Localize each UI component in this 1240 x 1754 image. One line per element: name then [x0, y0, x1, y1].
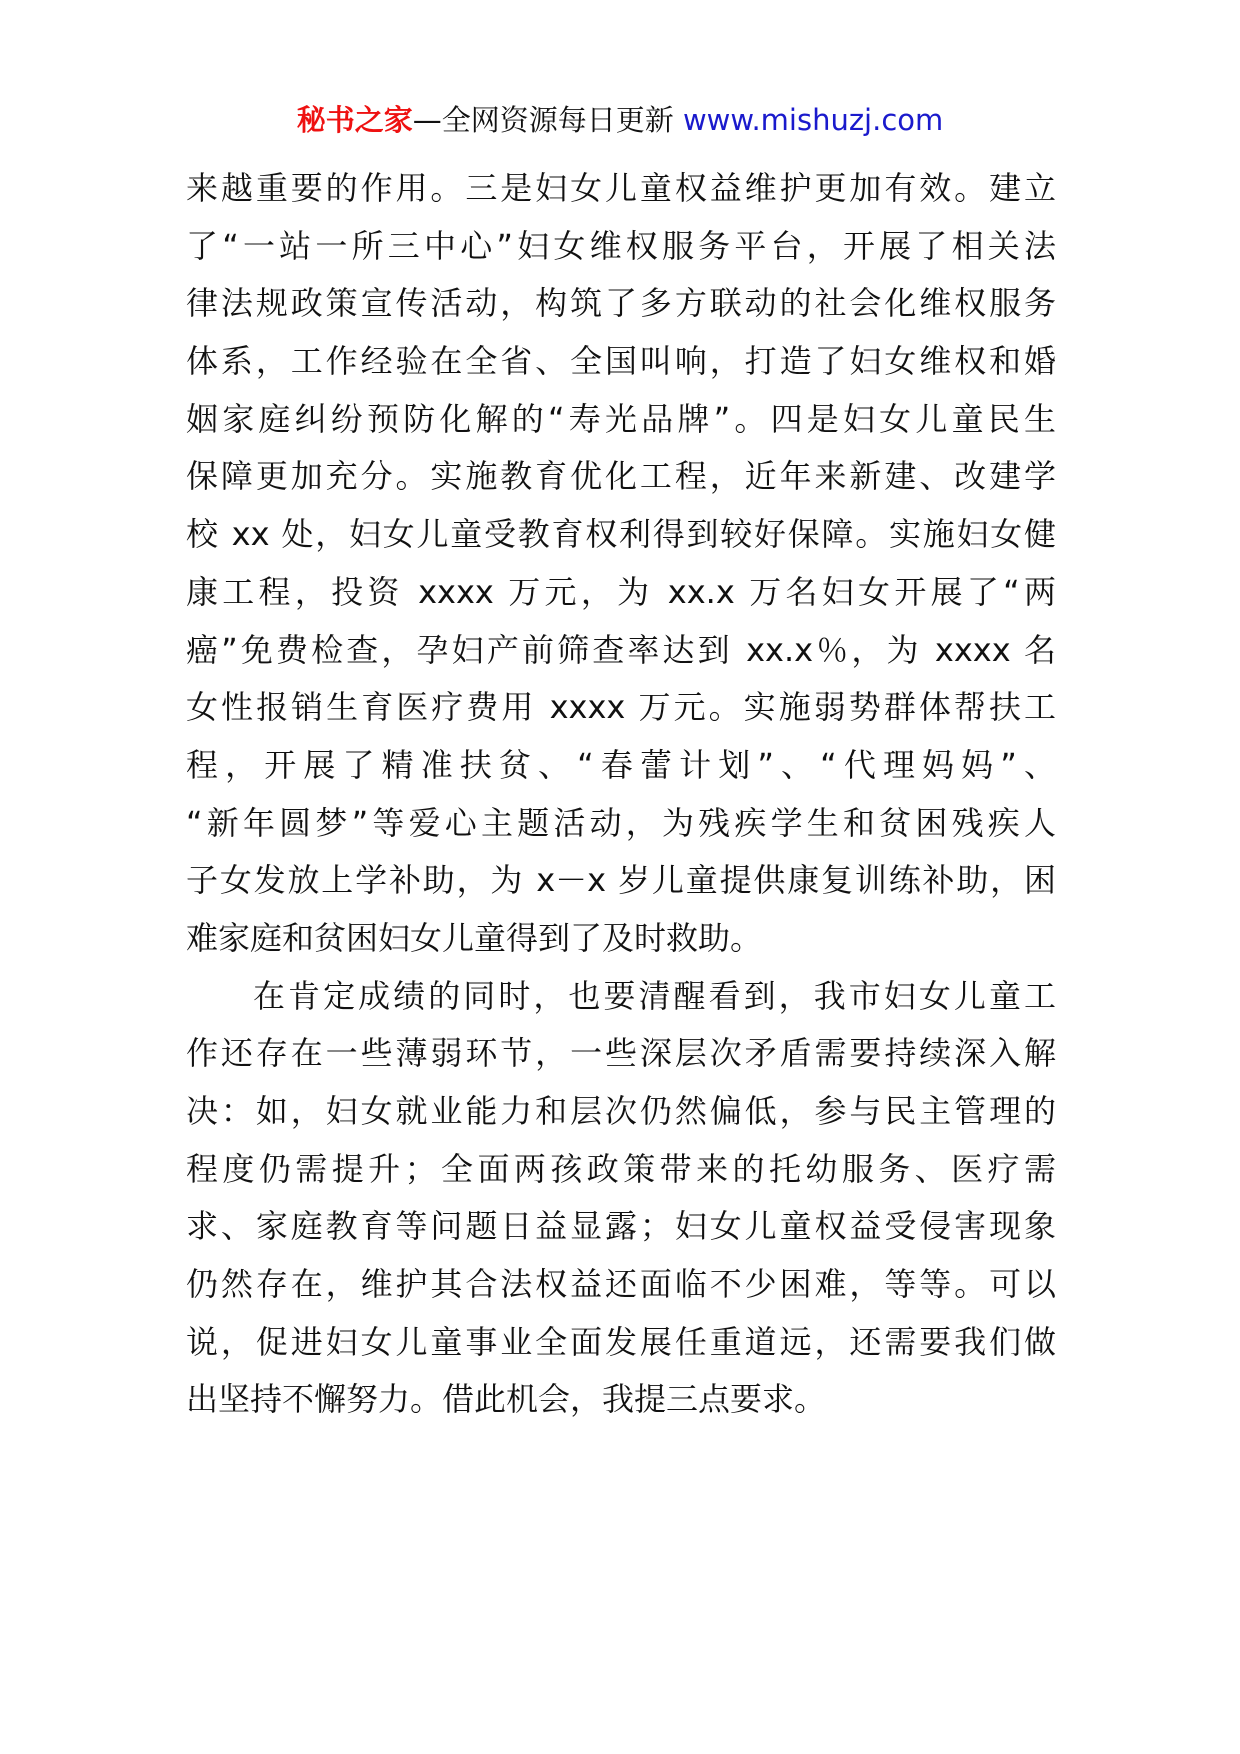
text-line: 体系，工作经验在全省、全国叫响，打造了妇女维权和婚 — [186, 342, 1056, 381]
text-line: 程，开展了精准扶贫、“春蕾计划”、“代理妈妈”、 — [186, 745, 1056, 784]
text-line: 女性报销生育医疗费用 xxxx 万元。实施弱势群体帮扶工 — [186, 688, 1056, 727]
text-line: 说，促进妇女儿童事业全面发展任重道远，还需要我们做 — [186, 1322, 1056, 1361]
document-body — [186, 160, 1056, 1429]
text-line: 作还存在一些薄弱环节，一些深层次矛盾需要持续深入解 — [186, 1034, 1056, 1073]
text-line: 了“一站一所三中心”妇女维权服务平台，开展了相关法 — [186, 226, 1056, 265]
header-tagline: —全网资源每日更新 — [412, 103, 674, 137]
brand-name: 秘书之家 — [296, 103, 413, 137]
text-line: 律法规政策宣传活动，构筑了多方联动的社会化维权服务 — [186, 284, 1056, 323]
site-url-link[interactable]: www.mishuzj.com — [682, 103, 944, 137]
page-header — [0, 100, 1240, 140]
text-line: 程度仍需提升；全面两孩政策带来的托幼服务、医疗需 — [186, 1149, 1056, 1188]
text-line: 在肯定成绩的同时，也要清醒看到，我市妇女儿童工 — [253, 976, 1056, 1015]
text-line: 癌”免费检查，孕妇产前筛查率达到 xx.x％，为 xxxx 名 — [186, 630, 1056, 669]
text-line: 保障更加充分。实施教育优化工程，近年来新建、改建学 — [186, 457, 1056, 496]
text-line: “新年圆梦”等爱心主题活动，为残疾学生和贫困残疾人 — [186, 803, 1056, 842]
text-line: 出坚持不懈努力。借此机会，我提三点要求。 — [186, 1380, 827, 1419]
text-line: 求、家庭教育等问题日益显露；妇女儿童权益受侵害现象 — [186, 1207, 1056, 1246]
paragraph-2 — [186, 968, 1056, 1430]
text-line: 难家庭和贫困妇女儿童得到了及时救助。 — [186, 918, 763, 957]
text-line: 校 xx 处，妇女儿童受教育权利得到较好保障。实施妇女健 — [186, 515, 1056, 554]
text-line: 康工程，投资 xxxx 万元，为 xx.x 万名妇女开展了“两 — [186, 572, 1056, 611]
text-line: 来越重要的作用。三是妇女儿童权益维护更加有效。建立 — [186, 169, 1056, 207]
paragraph-1 — [186, 160, 1056, 968]
text-line: 决：如，妇女就业能力和层次仍然偏低，参与民主管理的 — [186, 1092, 1056, 1130]
text-line: 仍然存在，维护其合法权益还面临不少困难，等等。可以 — [186, 1265, 1056, 1304]
text-line: 姻家庭纠纷预防化解的“寿光品牌”。四是妇女儿童民生 — [186, 399, 1056, 438]
text-line: 子女发放上学补助，为 x－x 岁儿童提供康复训练补助，困 — [186, 861, 1056, 900]
